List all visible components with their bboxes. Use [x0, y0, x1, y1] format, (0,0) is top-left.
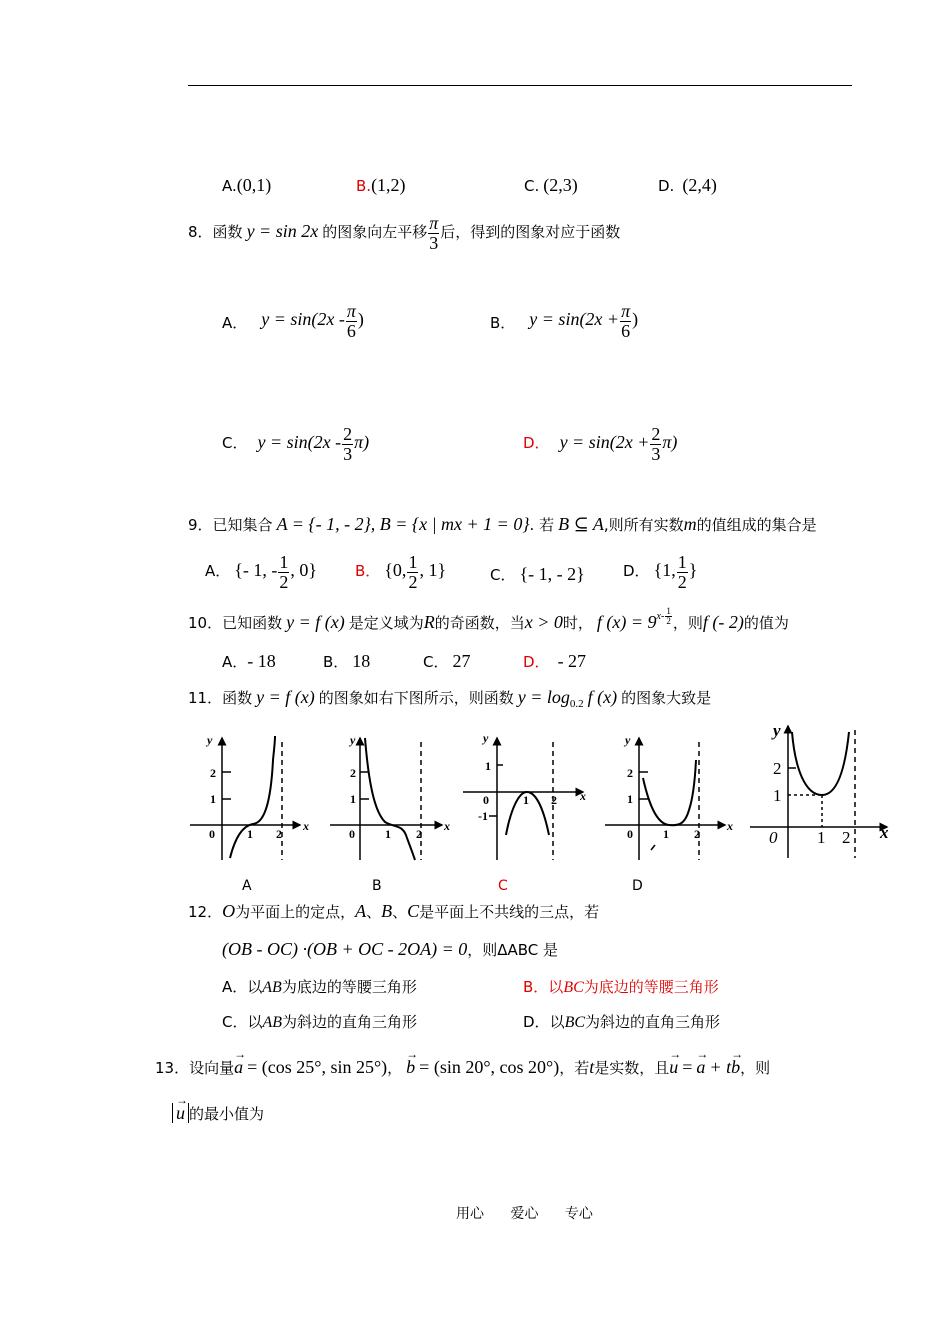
- option-label: B.: [356, 177, 372, 195]
- numerator: 2: [343, 424, 353, 444]
- q8-stem: [188, 214, 620, 253]
- graph-a: [190, 736, 300, 860]
- fraction: [346, 302, 357, 341]
- q9-stem: [188, 514, 817, 535]
- formula: y = log: [517, 687, 570, 707]
- formula: =: [682, 1057, 693, 1077]
- q8-option-d: [523, 425, 677, 464]
- formula: A = {- 1, - 2}, B = {x | mx + 1 = 0}: [276, 514, 530, 534]
- footer-text: 专心: [564, 1206, 593, 1222]
- vector-symbol: a: [696, 1057, 706, 1077]
- numerator: 1: [408, 552, 418, 572]
- stem-text: ，: [387, 1059, 403, 1077]
- stem-text: 的图象向左平移: [322, 223, 428, 242]
- option-text: 以: [247, 1013, 263, 1031]
- option-label: D．: [523, 1013, 550, 1031]
- q12-option-b: [523, 976, 719, 997]
- option-label: D．: [523, 434, 550, 453]
- formula: {0,: [384, 560, 407, 581]
- numerator: π: [621, 301, 631, 321]
- formula: B ⊆ A: [558, 514, 604, 534]
- q10-option-d: [523, 651, 586, 672]
- stem-text: 后，得到的图象对应于函数: [440, 223, 621, 242]
- option-label: B．: [323, 653, 349, 671]
- stem-text: 是平面上不共线的三点，若: [419, 903, 600, 921]
- formula: y = sin(2x +: [529, 309, 620, 330]
- option-label: D.: [658, 177, 675, 195]
- vector-u: → u: [669, 1047, 682, 1077]
- stem-text: 的图象如右下图所示，则函数: [318, 689, 514, 707]
- tick-label: 2: [694, 827, 700, 841]
- stem-text: 是实数，且: [594, 1059, 670, 1077]
- option-value: - 27: [557, 651, 587, 671]
- fraction: [650, 425, 661, 464]
- formula: y = f (x): [256, 687, 315, 707]
- q7-option-b: [356, 175, 406, 196]
- option-label: B．: [355, 562, 381, 581]
- option-text: 以: [548, 978, 564, 996]
- option-label: A．: [222, 978, 248, 996]
- fraction: [407, 553, 418, 592]
- stem-text: 是定义域为: [348, 614, 424, 632]
- formula: }: [688, 560, 698, 581]
- header-rule: [188, 85, 852, 86]
- footer: [456, 1203, 593, 1223]
- tick-label: 1: [773, 786, 782, 805]
- formula: (OB - OC) ·(OB + OC - 2OA) = 0: [222, 939, 468, 959]
- formula: f (x) = 9: [596, 612, 657, 632]
- q13-stem-cont: [172, 1093, 265, 1124]
- formula: t: [589, 1057, 595, 1077]
- formula: B: [381, 901, 393, 921]
- axis-x-label: x: [580, 789, 586, 803]
- formula: f (x): [587, 687, 618, 707]
- fraction: [677, 553, 688, 592]
- option-value: (2,3): [543, 175, 578, 195]
- abs-u: → u: [172, 1103, 189, 1123]
- stem-text: ，若: [559, 1059, 590, 1077]
- formula: + t: [709, 1057, 732, 1077]
- graph-d: [605, 738, 725, 860]
- graphs-row: [185, 720, 895, 870]
- stem-text: 的奇函数，当: [434, 614, 525, 632]
- option-label: C．: [222, 434, 248, 453]
- option-label: A.: [222, 177, 237, 195]
- vector-symbol: b: [406, 1057, 416, 1077]
- q11-stem: [188, 687, 711, 708]
- tick-label: 2: [276, 827, 282, 841]
- graph-label-d: D: [632, 878, 643, 894]
- formula: {1,: [653, 560, 676, 581]
- option-value: 18: [352, 651, 371, 671]
- option-label: C．: [222, 1013, 248, 1031]
- vector-a: → a: [234, 1047, 247, 1077]
- stem-text: . 若: [529, 516, 555, 534]
- option-value: (1,2): [371, 175, 406, 195]
- question-number: 8．: [188, 223, 213, 242]
- q9-option-b: [355, 553, 446, 592]
- tick-label: 2: [773, 759, 782, 778]
- option-label: C．: [490, 566, 516, 584]
- stem-text: 函数: [222, 689, 253, 707]
- option-value: 27: [452, 651, 471, 671]
- numerator: 1: [279, 552, 289, 572]
- stem-text: 、: [392, 903, 408, 921]
- exponent-text: x-: [656, 611, 665, 622]
- origin-label: 0: [483, 793, 489, 807]
- fraction: [620, 302, 631, 341]
- stem-text: 的值为: [743, 614, 789, 632]
- graph-label-b: B: [372, 878, 382, 894]
- q10-option-a: [222, 651, 276, 672]
- question-number: 11．: [188, 689, 223, 707]
- formula: π): [354, 432, 370, 453]
- stem-text: ，则ΔABC 是: [467, 941, 559, 959]
- vector-a: → a: [696, 1047, 709, 1077]
- stem-text: 设向量: [189, 1059, 235, 1077]
- option-label: A．: [205, 562, 231, 581]
- tick-label: 2: [842, 828, 851, 847]
- q10-stem: [188, 605, 789, 636]
- formula: O: [222, 901, 236, 921]
- origin-label: 0: [627, 827, 633, 841]
- tick-label: 2: [627, 766, 633, 780]
- tick-label: 2: [551, 793, 557, 807]
- formula: y = sin(2x +: [559, 432, 650, 453]
- vector-b: → b: [406, 1047, 419, 1077]
- tick-label: 1: [523, 793, 529, 807]
- fraction: [278, 553, 289, 592]
- denominator: 2: [279, 571, 289, 592]
- formula: A: [355, 901, 367, 921]
- q10-option-b: [323, 651, 370, 672]
- q12-option-d: [523, 1011, 720, 1032]
- axis-y-label: y: [625, 733, 631, 747]
- question-number: 12．: [188, 903, 223, 921]
- q8-option-c: [222, 425, 369, 464]
- option-label: D．: [523, 653, 550, 671]
- formula: R: [423, 612, 435, 632]
- tick-label: 1: [247, 827, 253, 841]
- formula: AB: [262, 1014, 283, 1031]
- formula: x > 0: [524, 612, 563, 632]
- numerator: 2: [651, 424, 661, 444]
- q7-option-d: [658, 175, 717, 196]
- option-label: A．: [222, 314, 248, 332]
- tick-label: 1: [627, 792, 633, 806]
- graph-b: [330, 738, 442, 860]
- axis-x-label: x: [444, 819, 450, 833]
- footer-text: 爱心: [510, 1206, 539, 1222]
- option-label: D．: [623, 562, 650, 581]
- q10-option-c: [423, 651, 470, 672]
- denominator: 3: [343, 443, 353, 464]
- fraction: [342, 425, 353, 464]
- tick-label: 1: [350, 792, 356, 806]
- numerator: 1: [677, 552, 687, 572]
- option-text: 为斜边的直角三角形: [585, 1013, 721, 1031]
- formula: C: [407, 901, 420, 921]
- tick-label: 2: [416, 827, 422, 841]
- q9-option-d: [623, 553, 697, 592]
- denominator: 2: [677, 571, 687, 592]
- formula: BC: [563, 979, 584, 996]
- formula: f (- 2): [702, 612, 744, 632]
- option-value: - 18: [247, 651, 276, 671]
- vector-symbol: a: [234, 1057, 244, 1077]
- footer-text: 用心: [456, 1206, 484, 1222]
- exponent: [656, 605, 673, 627]
- formula: , 1}: [419, 560, 447, 581]
- formula: , 0}: [290, 560, 318, 581]
- axis-x-label: x: [727, 819, 733, 833]
- fraction: [665, 607, 672, 627]
- stem-text: 的值组成的集合是: [696, 516, 817, 534]
- fraction: [428, 214, 439, 253]
- option-text: 为斜边的直角三角形: [282, 1013, 418, 1031]
- axis-y-label: y: [773, 721, 781, 740]
- origin-label: 0: [769, 828, 778, 847]
- option-text: 为底边的等腰三角形: [583, 978, 719, 996]
- origin-label: 0: [349, 827, 355, 841]
- stem-text: 为平面上的定点，: [235, 903, 356, 921]
- q12-stem: [188, 901, 599, 922]
- formula: {- 1, - 2}: [519, 564, 585, 584]
- q12-condition: [222, 939, 558, 960]
- denominator: 3: [651, 443, 661, 464]
- option-label: B．: [523, 978, 549, 996]
- numerator: π: [346, 301, 356, 321]
- stem-text: 、: [366, 903, 382, 921]
- vector-b: → b: [731, 1047, 744, 1077]
- stem-text: ，则: [672, 614, 703, 632]
- formula: ): [357, 309, 364, 330]
- q13-stem: [155, 1047, 771, 1078]
- tick-label: 1: [663, 827, 669, 841]
- vector-symbol: b: [731, 1057, 741, 1077]
- question-number: 9．: [188, 516, 213, 534]
- q8-option-a: [222, 302, 364, 341]
- stem-text: 时，: [562, 614, 593, 632]
- tick-label: 1: [817, 828, 826, 847]
- axis-x-label: x: [880, 823, 889, 842]
- vector-symbol: u: [669, 1057, 679, 1077]
- axis-y-label: y: [207, 733, 213, 747]
- denominator: 6: [621, 320, 631, 341]
- tick-label: -1: [478, 809, 488, 823]
- option-text: 以: [549, 1013, 565, 1031]
- formula: y = sin(2x -: [257, 432, 342, 453]
- stem-text: 已知集合: [212, 516, 273, 534]
- axis-y-label: y: [483, 731, 489, 745]
- formula: m: [683, 514, 697, 534]
- denominator: 3: [429, 232, 439, 253]
- tick-label: 2: [350, 766, 356, 780]
- option-label: C.: [524, 177, 540, 195]
- formula: {- 1, -: [234, 560, 278, 581]
- formula: ): [632, 309, 639, 330]
- q7-option-c: [524, 175, 578, 196]
- option-label: C．: [423, 653, 449, 671]
- formula: AB: [262, 979, 282, 996]
- q12-option-c: [222, 1011, 417, 1032]
- vector-symbol: u: [176, 1103, 185, 1123]
- option-value: (0,1): [236, 175, 272, 195]
- q9-option-c: [490, 564, 585, 585]
- option-text: 以: [247, 978, 263, 996]
- tick-label: 1: [385, 827, 391, 841]
- option-value: (2,4): [682, 175, 717, 195]
- question-number: 10．: [188, 614, 223, 632]
- stem-text: 的最小值为: [189, 1105, 265, 1123]
- stem-text: 的图象大致是: [621, 689, 712, 707]
- formula: π): [662, 432, 678, 453]
- option-text: 为底边的等腰三角形: [281, 978, 417, 996]
- denominator: 2: [408, 571, 418, 592]
- stem-text: ,则所有实数: [603, 516, 684, 534]
- option-label: A．: [222, 653, 248, 671]
- graph-label-c: C: [498, 878, 508, 894]
- formula: = (cos 25°, sin 25°): [247, 1057, 388, 1077]
- denominator: 6: [346, 320, 356, 341]
- q8-option-b: [490, 302, 638, 341]
- stem-text: 函数: [212, 223, 243, 242]
- formula: BC: [564, 1014, 586, 1031]
- tick-label: 2: [210, 766, 216, 780]
- origin-label: 0: [209, 827, 215, 841]
- stem-text: ，则: [740, 1059, 771, 1077]
- formula: = (sin 20°, cos 20°): [419, 1057, 560, 1077]
- question-number: 13．: [155, 1059, 190, 1077]
- tick-label: 1: [485, 759, 491, 773]
- graph-label-a: A: [242, 878, 252, 894]
- numerator: 1: [666, 605, 671, 616]
- numerator: π: [429, 213, 439, 233]
- denominator: 2: [666, 616, 671, 627]
- stem-text: 已知函数: [222, 614, 283, 632]
- q12-option-a: [222, 976, 417, 997]
- formula: y = sin 2x: [246, 221, 319, 242]
- q9-option-a: [205, 553, 317, 592]
- axis-x-label: x: [303, 819, 309, 833]
- axis-y-label: y: [350, 733, 356, 747]
- option-label: B．: [490, 314, 516, 332]
- formula: y = f (x): [286, 612, 345, 632]
- formula: y = sin(2x -: [261, 309, 345, 330]
- q7-option-a: [222, 175, 271, 196]
- tick-label: 1: [210, 792, 216, 806]
- log-base: 0.2: [569, 698, 584, 710]
